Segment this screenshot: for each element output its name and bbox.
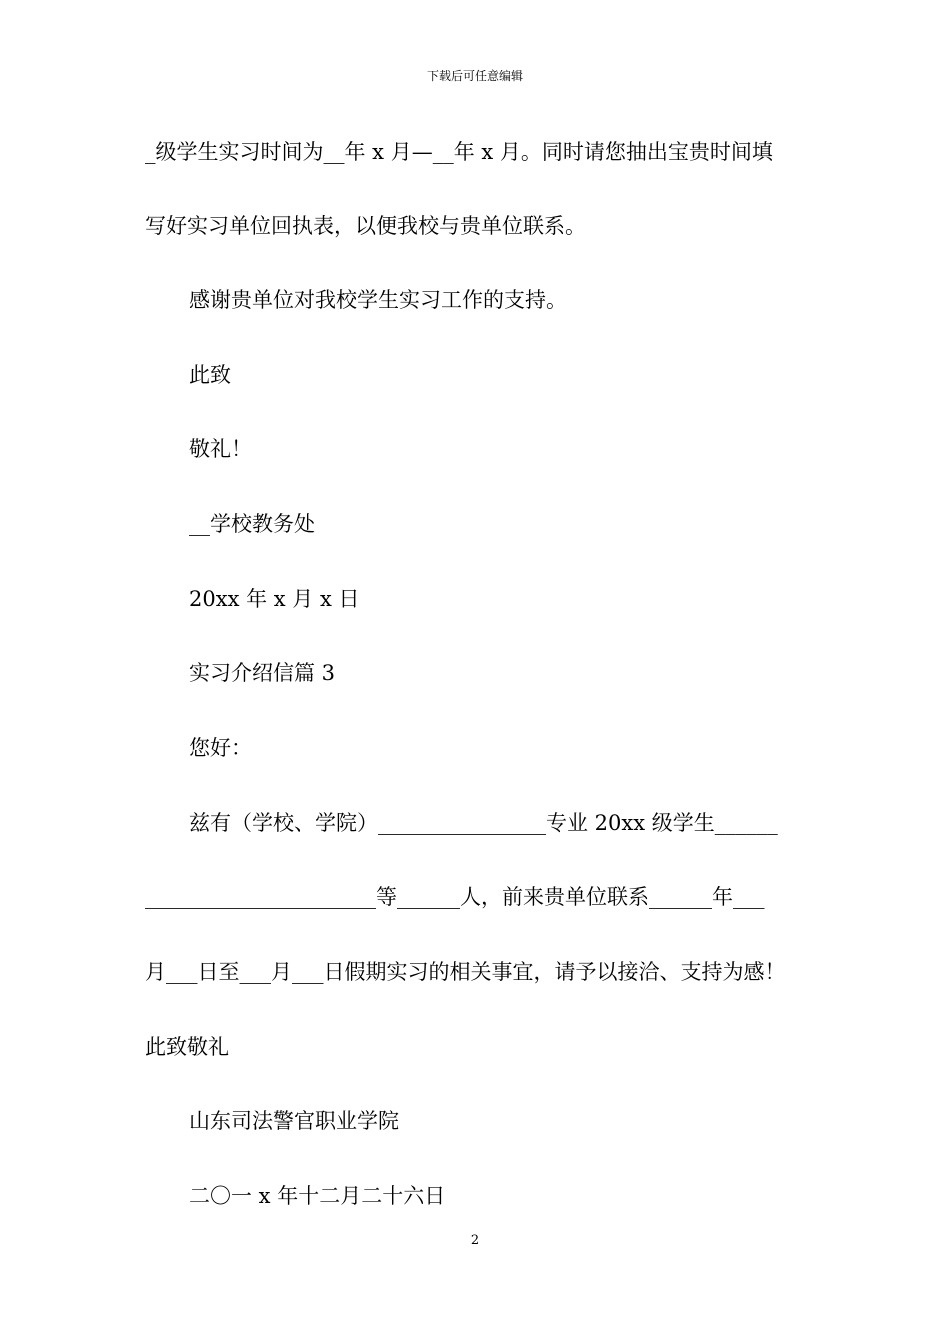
header-note: 下载后可任意编辑 [426,69,523,83]
body-line: ______________________等______人，前来贵单位联系______年___ [145,885,765,909]
body-line: 兹有（学校、学院）________________专业 20xx 级学生______ [189,811,778,835]
page-number: 2 [470,1233,480,1248]
salutation-line: 此致敬礼 [145,1035,229,1059]
salutation-line: 此致 [189,363,231,387]
section-heading: 实习介绍信篇 3 [189,661,336,685]
signature-line: 山东司法警官职业学院 [189,1109,399,1133]
body-line: 月___日至___月___日假期实习的相关事宜，请予以接洽、支持为感！ [145,960,786,984]
date-line: 20xx 年 x 月 x 日 [189,587,360,611]
body-line: 写好实习单位回执表，以便我校与贵单位联系。 [145,214,586,238]
salutation-line: 敬礼！ [189,437,252,461]
signature-line: __学校教务处 [189,512,315,536]
date-line: 二〇一 x 年十二月二十六日 [189,1184,446,1208]
greeting-line: 您好： [189,736,252,760]
body-line: 感谢贵单位对我校学生实习工作的支持。 [189,288,567,312]
body-line: _级学生实习时间为__年 x 月—__年 x 月。同时请您抽出宝贵时间填 [145,140,773,164]
